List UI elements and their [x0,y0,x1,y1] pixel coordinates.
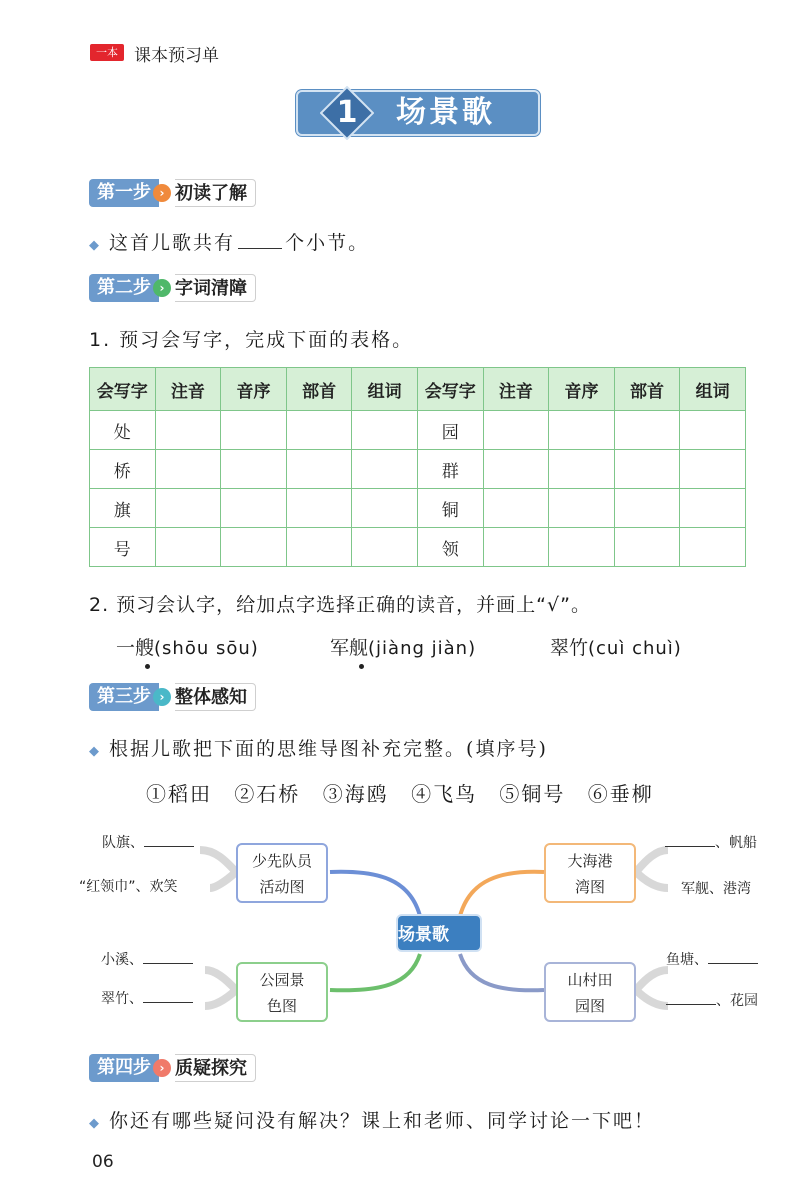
table-cell[interactable] [614,528,680,567]
step1-question [89,228,369,255]
table-char: 领 [417,528,483,567]
table-header: 注音 [483,368,549,411]
table-char: 铜 [417,489,483,528]
table-char: 群 [417,450,483,489]
chevron-right-icon: › [153,279,171,297]
pinyin-item-3 [550,633,682,660]
brand-badge: 一本 [90,44,124,61]
node-line: 湾图 [574,878,605,896]
step3-tag: 第三步 [89,683,159,711]
table-header-row [90,368,746,411]
table-cell[interactable] [680,450,746,489]
table-cell[interactable] [483,450,549,489]
step1-label [89,179,256,207]
table-header: 组词 [352,368,418,411]
chevron-right-icon: › [153,184,171,202]
table-cell[interactable] [352,411,418,450]
table-cell[interactable] [549,489,615,528]
page-number: 06 [92,1152,114,1172]
table-header: 部首 [286,368,352,411]
leaf-br1: 鱼塘、 [666,949,758,969]
table-cell[interactable] [614,411,680,450]
table-cell[interactable] [549,450,615,489]
node-line: 少先队员 [251,852,312,870]
table-cell[interactable] [221,411,287,450]
mindmap-node-park [236,962,328,1022]
step4-question-text: 你还有哪些疑问没有解决？课上和老师、同学讨论一下吧！ [109,1110,656,1132]
table-char: 园 [417,411,483,450]
table-cell[interactable] [155,450,221,489]
lesson-number: 1 [336,95,358,130]
step1-title: 初读了解 [175,179,256,207]
chevron-right-icon: › [153,1059,171,1077]
table-char: 桥 [90,450,156,489]
table-row [90,411,746,450]
leaf-bl1: 小溪、 [101,949,193,969]
step2-label [89,274,256,302]
diamond-bullet-icon: ◆ [89,744,101,759]
table-char: 旗 [90,489,156,528]
step3-options: ①稻田 ②石桥 ③海鸥 ④飞鸟 ⑤铜号 ⑥垂柳 [146,782,654,806]
table-cell[interactable] [221,450,287,489]
table-cell[interactable] [155,528,221,567]
step2-q1: 1. 预习会写字，完成下面的表格。 [89,329,414,351]
chevron-right-icon: › [153,688,171,706]
diamond-bullet-icon: ◆ [89,238,101,253]
answer-blank[interactable] [238,248,282,249]
step2-title: 字词清障 [175,274,256,302]
table-char: 处 [90,411,156,450]
leaf-tl2: “红领巾”、欢笑 [79,879,178,895]
step2-q2: 2. 预习会认字，给加点字选择正确的读音，并画上“√”。 [89,594,591,616]
answer-blank[interactable] [708,963,758,964]
table-cell[interactable] [155,489,221,528]
table-cell[interactable] [352,450,418,489]
mindmap-center: 场景歌 [396,914,482,952]
table-header: 部首 [614,368,680,411]
table-cell[interactable] [286,450,352,489]
pinyin-item-1 [116,633,259,660]
node-line: 公园景 [259,971,305,989]
node-line: 色图 [266,997,297,1015]
pinyin-item-2 [330,633,476,660]
table-cell[interactable] [286,528,352,567]
table-header: 音序 [549,368,615,411]
diamond-bullet-icon: ◆ [89,1116,101,1131]
table-cell[interactable] [614,489,680,528]
step4-question [89,1106,655,1133]
table-row [90,450,746,489]
table-cell[interactable] [680,528,746,567]
table-cell[interactable] [549,528,615,567]
step3-question [89,734,548,761]
table-cell[interactable] [483,489,549,528]
pinyin-options[interactable]: (shōu sōu) [154,638,259,659]
step4-tag: 第四步 [89,1054,159,1082]
table-cell[interactable] [680,411,746,450]
header-title: 课本预习单 [134,46,219,66]
pinyin-word: 一艘 [116,637,155,659]
table-cell[interactable] [221,528,287,567]
table-header: 注音 [155,368,221,411]
table-cell[interactable] [286,411,352,450]
answer-blank[interactable] [143,1002,193,1003]
table-cell[interactable] [680,489,746,528]
table-cell[interactable] [221,489,287,528]
leaf-bl2: 翠竹、 [101,988,193,1008]
mindmap-node-activity [236,843,328,903]
node-line: 园图 [574,997,605,1015]
table-cell[interactable] [549,411,615,450]
pinyin-word: 军舰 [330,637,369,659]
emphasis-dot [145,664,150,669]
table-cell[interactable] [352,528,418,567]
node-line: 活动图 [259,878,305,896]
answer-blank[interactable] [144,846,194,847]
step3-label [89,683,256,711]
table-header: 音序 [221,368,287,411]
table-cell[interactable] [286,489,352,528]
leaf-tl1: 队旗、 [102,832,194,852]
pinyin-options[interactable]: (jiàng jiàn) [368,638,477,659]
leaf-br2: 、花园 [666,990,758,1010]
table-header: 会写字 [417,368,483,411]
mindmap-node-harbor [544,843,636,903]
table-cell[interactable] [352,489,418,528]
leaf-tr2: 军舰、港湾 [681,881,751,897]
step4-label [89,1054,256,1082]
table-cell[interactable] [614,450,680,489]
step3-title: 整体感知 [175,683,256,711]
step1-tag: 第一步 [89,179,159,207]
table-row [90,528,746,567]
node-line: 大海港 [567,852,613,870]
lesson-title: 场景歌 [396,95,495,130]
step4-title: 质疑探究 [175,1054,256,1082]
character-table [89,367,746,567]
table-row [90,489,746,528]
mindmap-node-village [544,962,636,1022]
node-line: 山村田 [567,971,613,989]
answer-blank[interactable] [143,963,193,964]
table-cell[interactable] [483,528,549,567]
pinyin-word: 翠竹 [550,637,589,659]
table-cell[interactable] [155,411,221,450]
pinyin-options[interactable]: (cuì chuì) [588,638,682,659]
step1-question-after: 个小节。 [285,232,370,254]
table-char: 号 [90,528,156,567]
leaf-tr1: 、帆船 [665,832,757,852]
table-header: 组词 [680,368,746,411]
step2-tag: 第二步 [89,274,159,302]
step3-question-text: 根据儿歌把下面的思维导图补充完整。(填序号) [109,738,548,760]
table-cell[interactable] [483,411,549,450]
emphasis-dot [359,664,364,669]
step1-question-before: 这首儿歌共有 [109,232,236,254]
table-header: 会写字 [90,368,156,411]
answer-blank[interactable] [666,1004,716,1005]
answer-blank[interactable] [665,846,715,847]
